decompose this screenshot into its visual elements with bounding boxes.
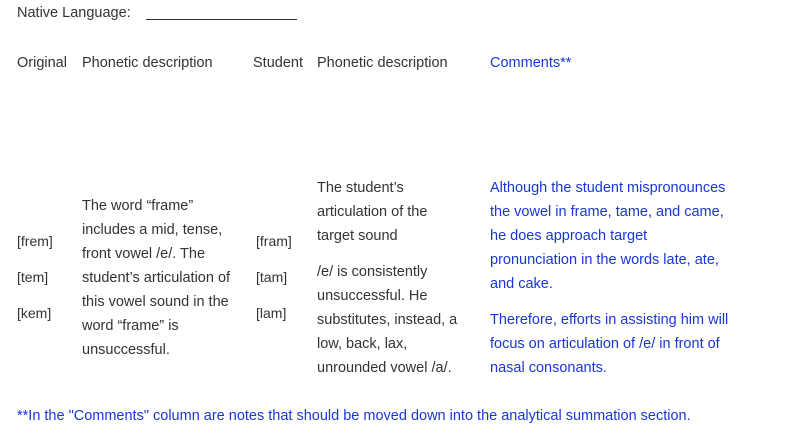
student-description-line: The student’s	[317, 180, 404, 196]
comments-line: Therefore, efforts in assisting him will	[490, 312, 729, 328]
student-description-line: target sound	[317, 228, 398, 244]
footnote: **In the "Comments" column are notes that should be moved down into the analytical summation section.	[17, 408, 691, 424]
original-description	[82, 194, 230, 362]
comments-line: pronunciation in the words late, ate,	[490, 252, 719, 268]
header-phonetic-description-original: Phonetic description	[82, 55, 213, 71]
original-description-line: student’s articulation of	[82, 270, 231, 286]
original-word-tem: [tem]	[17, 269, 49, 285]
student-description-line: unrounded vowel /a/.	[317, 360, 452, 376]
student-description-line: articulation of the	[317, 204, 428, 220]
original-description-line: The word “frame”	[82, 198, 194, 214]
student-word-fram: [fram]	[256, 233, 292, 249]
header-comments: Comments**	[490, 55, 572, 71]
native-language-label: Native Language:	[17, 5, 131, 21]
comments-line: focus on articulation of /e/ in front of	[490, 336, 720, 352]
comments-part2	[490, 308, 728, 380]
original-word-frem: [frem]	[17, 233, 53, 249]
student-word-tam: [tam]	[256, 269, 288, 285]
student-description-part1	[317, 176, 427, 248]
header-original: Original	[17, 55, 67, 71]
student-description-line: /e/ is consistently	[317, 264, 428, 280]
comments-line: Although the student mispronounces	[490, 180, 726, 196]
student-word-lam: [lam]	[256, 305, 287, 321]
student-description-line: unsuccessful. He	[317, 288, 428, 304]
student-description-part2	[317, 260, 457, 380]
comments-line: the vowel in frame, tame, and came,	[490, 204, 724, 220]
native-language-field[interactable]	[146, 19, 297, 20]
original-description-line: front vowel /e/. The	[82, 246, 206, 262]
original-word-kem: [kem]	[17, 305, 52, 321]
comments-part1	[490, 176, 725, 296]
comments-line: he does approach target	[490, 228, 648, 244]
original-description-line: unsuccessful.	[82, 342, 170, 358]
original-description-line: this vowel sound in the	[82, 294, 229, 310]
original-description-line: includes a mid, tense,	[82, 222, 223, 238]
comments-line: nasal consonants.	[490, 360, 607, 376]
header-student: Student	[253, 55, 303, 71]
student-description-line: low, back, lax,	[317, 336, 408, 352]
student-description-line: substitutes, instead, a	[317, 312, 458, 328]
original-description-line: word “frame” is	[82, 318, 179, 334]
comments-line: and cake.	[490, 276, 553, 292]
header-phonetic-description-student: Phonetic description	[317, 55, 448, 71]
